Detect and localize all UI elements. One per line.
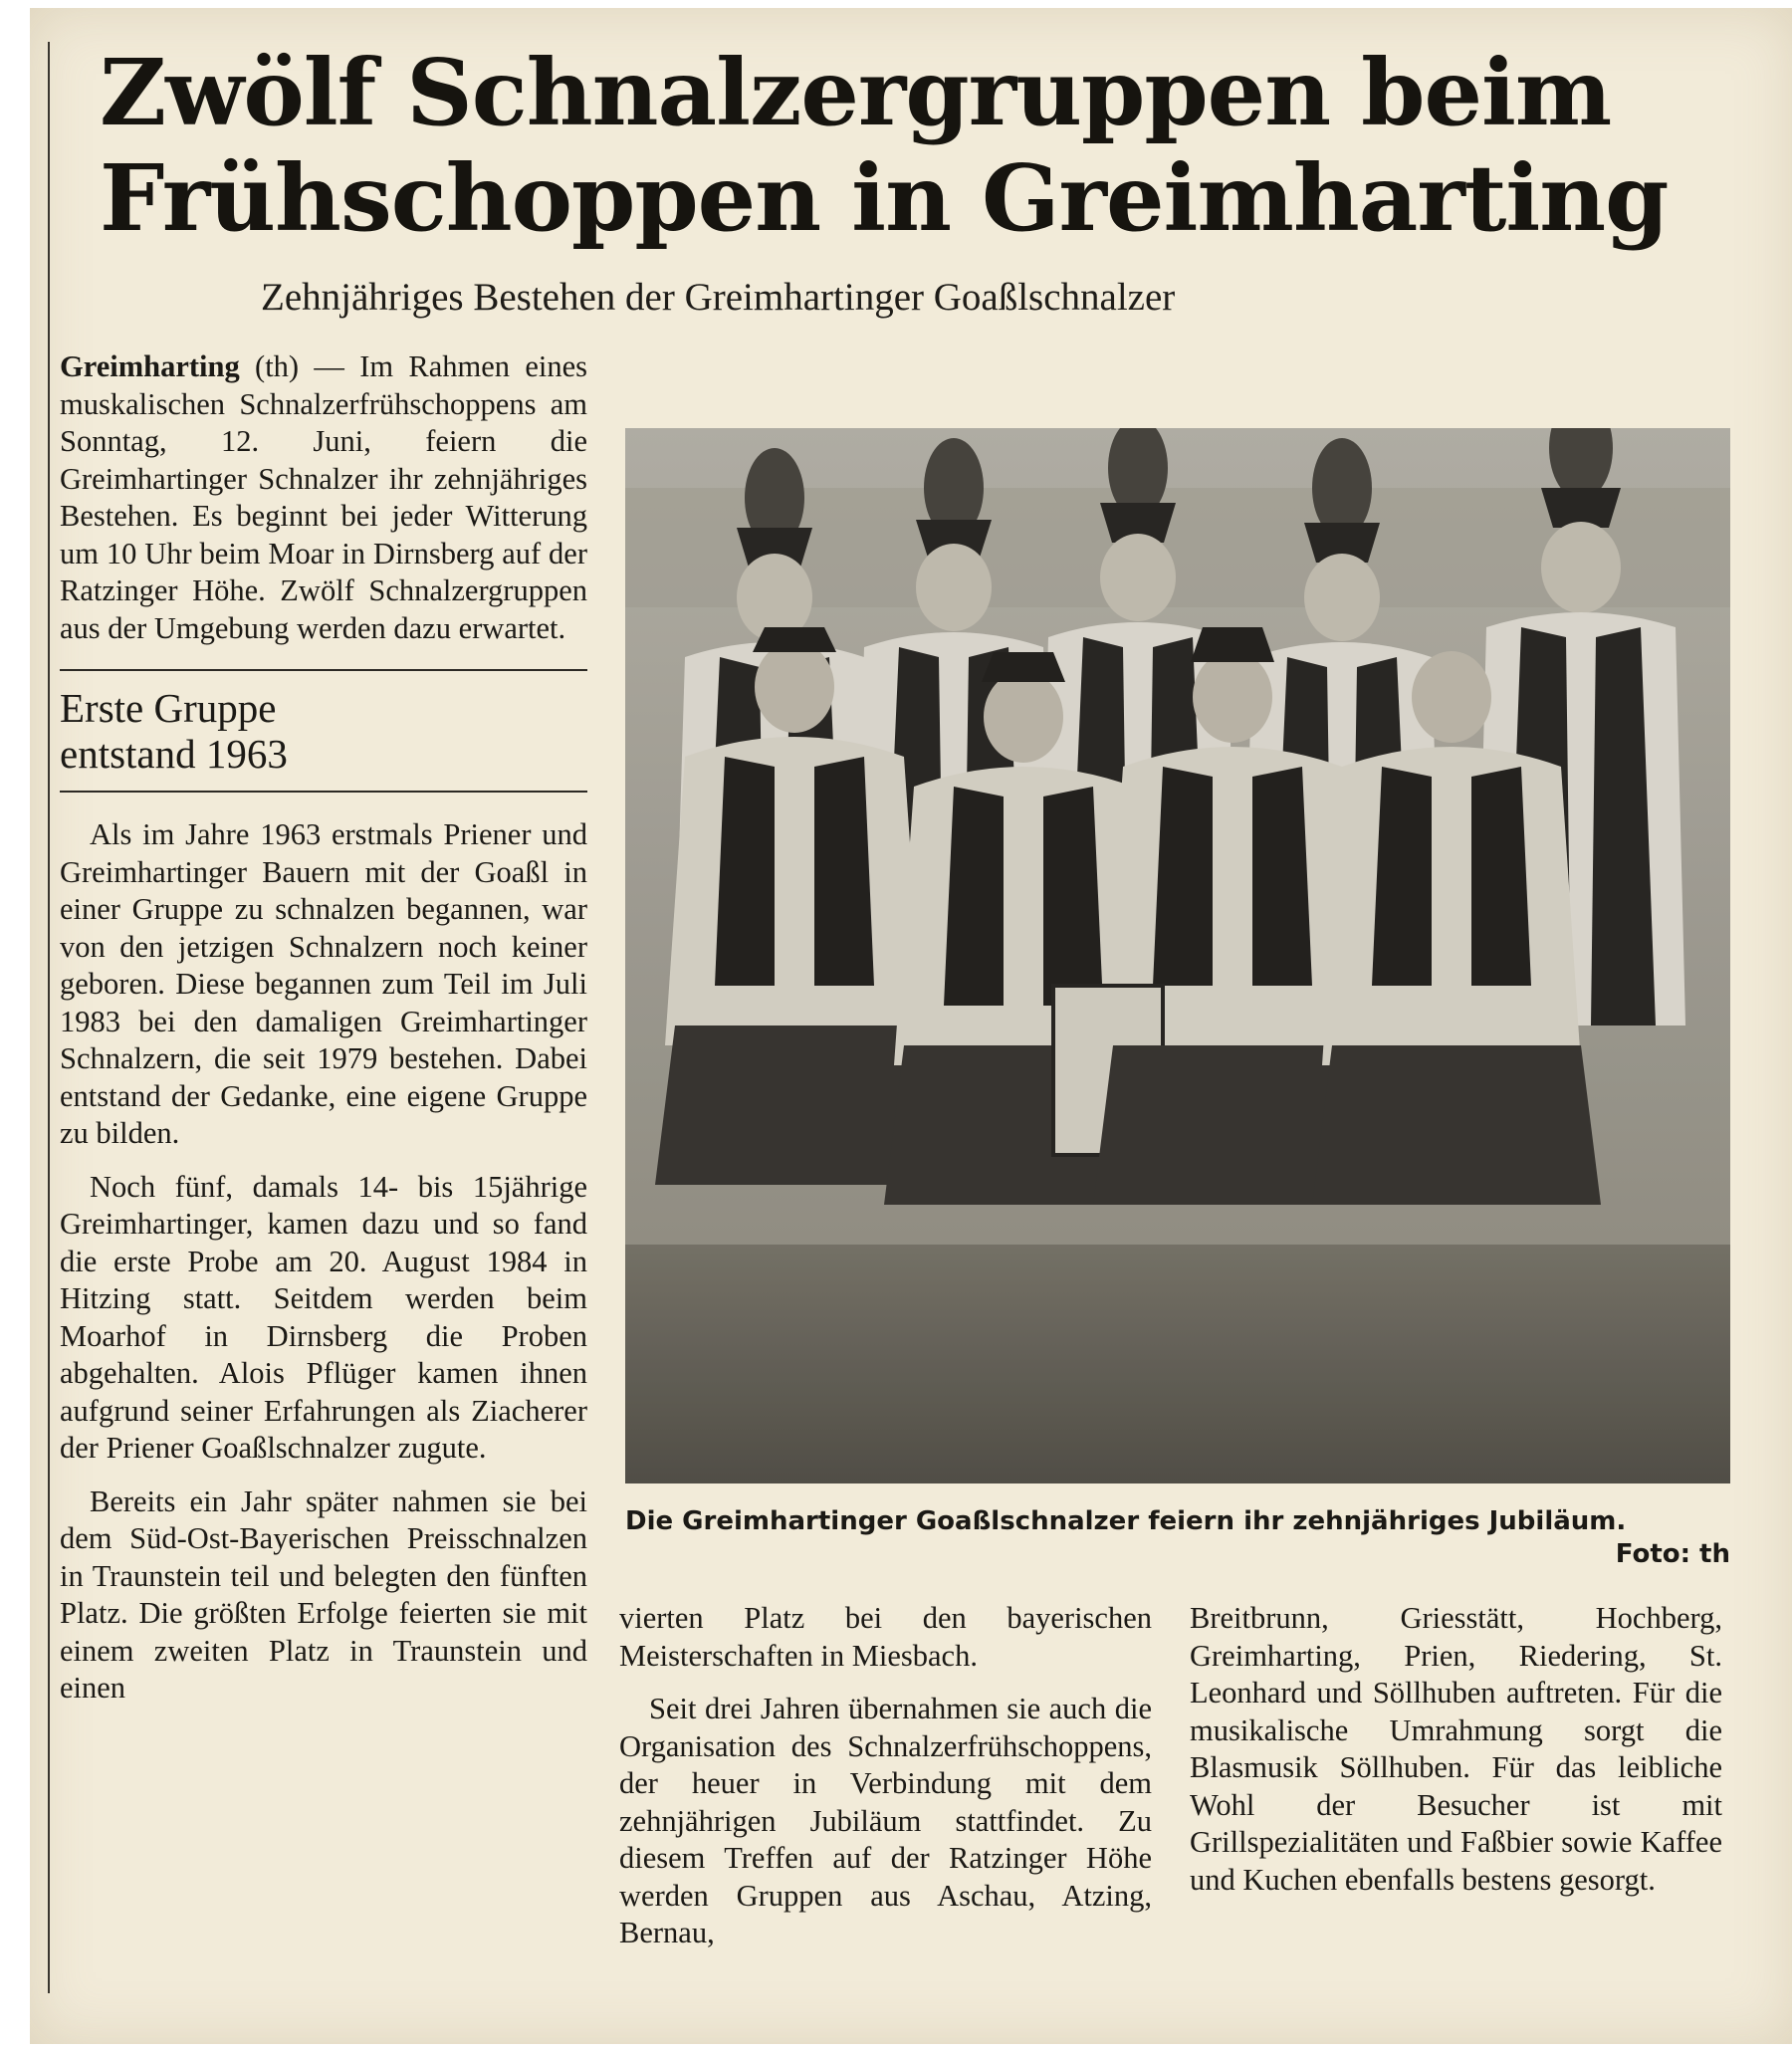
right-column: [1190, 1600, 1722, 1899]
column-rule: [48, 42, 50, 1993]
body-paragraph: Noch fünf, damals 14- bis 15jährige Greimhartinger, kamen dazu und so fand die erste Probe am 20. August 1984 in Hitzing statt. Seitdem werden beim Moarhof in Dirnsberg die Proben abgehalten. Alois Pflüger kamen ihnen aufgrund seiner Erfahrungen als Ziacherer der Priener Goaßlschnalzer zugute.: [60, 1169, 587, 1465]
section-heading-line-2: entstand 1963: [60, 731, 288, 777]
headline-line-2: Frühschoppen in Greimharting: [100, 144, 1669, 252]
body-paragraph: Bereits ein Jahr später nahmen sie bei dem Süd-Ost-Bayerischen Preisschnalzen in Traunstein teil und belegten den fünften Platz. Die größten Erfolge feierten sie mit einem zweiten Platz in Traunstein und einen: [60, 1483, 587, 1705]
group-photo-image: [625, 428, 1730, 1483]
photo-credit: Foto: th: [1615, 1539, 1730, 1569]
section-divider: [60, 669, 587, 671]
body-paragraph: Breitbrunn, Griesstätt, Hochberg, Greimharting, Prien, Riedering, St. Leonhard und Söllhuben auftreten. Für die musikalische Umrahmung sorgt die Blasmusik Söllhuben. Für das leibliche Wohl der Besucher ist mit Grillspezialitäten und Faßbier sowie Kaffee und Kuchen ebenfalls bestens gesorgt.: [1190, 1601, 1722, 1897]
lead-text: (th) — Im Rahmen eines muskalischen Schnalzerfrühschoppens am Sonntag, 12. Juni, feiern die Greimhartinger Schnalzer ihr zehnjähriges Bestehen. Es beginnt bei jeder Witterung um 10 Uhr beim Moar in Dirnsberg auf der Ratzinger Höhe. Zwölf Schnalzergruppen aus der Umgebung werden dazu erwartet.: [60, 349, 587, 645]
body-paragraph: vierten Platz bei den bayerischen Meisterschaften in Miesbach.: [619, 1601, 1152, 1673]
section-heading: [60, 685, 587, 777]
group-photo: [625, 428, 1730, 1483]
dateline: Greimharting: [60, 349, 240, 383]
middle-column: [619, 1600, 1152, 1952]
body-paragraph: Seit drei Jahren übernahmen sie auch die Organisation des Schnalzerfrühschoppens, der heuer in Verbindung mit dem zehnjährigen Jubiläum stattfindet. Zu diesem Treffen auf der Ratzinger Höhe werden Gruppen aus Aschau, Atzing, Bernau,: [619, 1692, 1152, 1949]
lead-paragraph: [60, 348, 587, 647]
headline-line-1: Zwölf Schnalzergruppen beim: [100, 39, 1612, 146]
body-paragraph: Als im Jahre 1963 erstmals Priener und Greimhartinger Bauern mit der Goaßl in einer Gruppe zu schnalzen begannen, war von den jetzigen Schnalzern noch keiner geboren. Diese begannen zum Teil im Juli 1983 bei den damaligen Greimhartinger Schnalzern, die seit 1979 bestehen. Dabei entstand der Gedanke, eine eigene Gruppe zu bilden.: [60, 817, 587, 1150]
photo-caption-text: Die Greimhartinger Goaßlschnalzer feiern ihr zehnjähriges Jubiläum.: [625, 1506, 1627, 1536]
section-heading-line-1: Erste Gruppe: [60, 685, 277, 731]
photo-caption: [625, 1505, 1730, 1571]
headline: [100, 40, 1752, 251]
left-column: [60, 348, 587, 1708]
subheadline: Zehnjähriges Bestehen der Greimhartinger Goaßlschnalzer: [261, 276, 1176, 319]
section-divider: [60, 791, 587, 793]
